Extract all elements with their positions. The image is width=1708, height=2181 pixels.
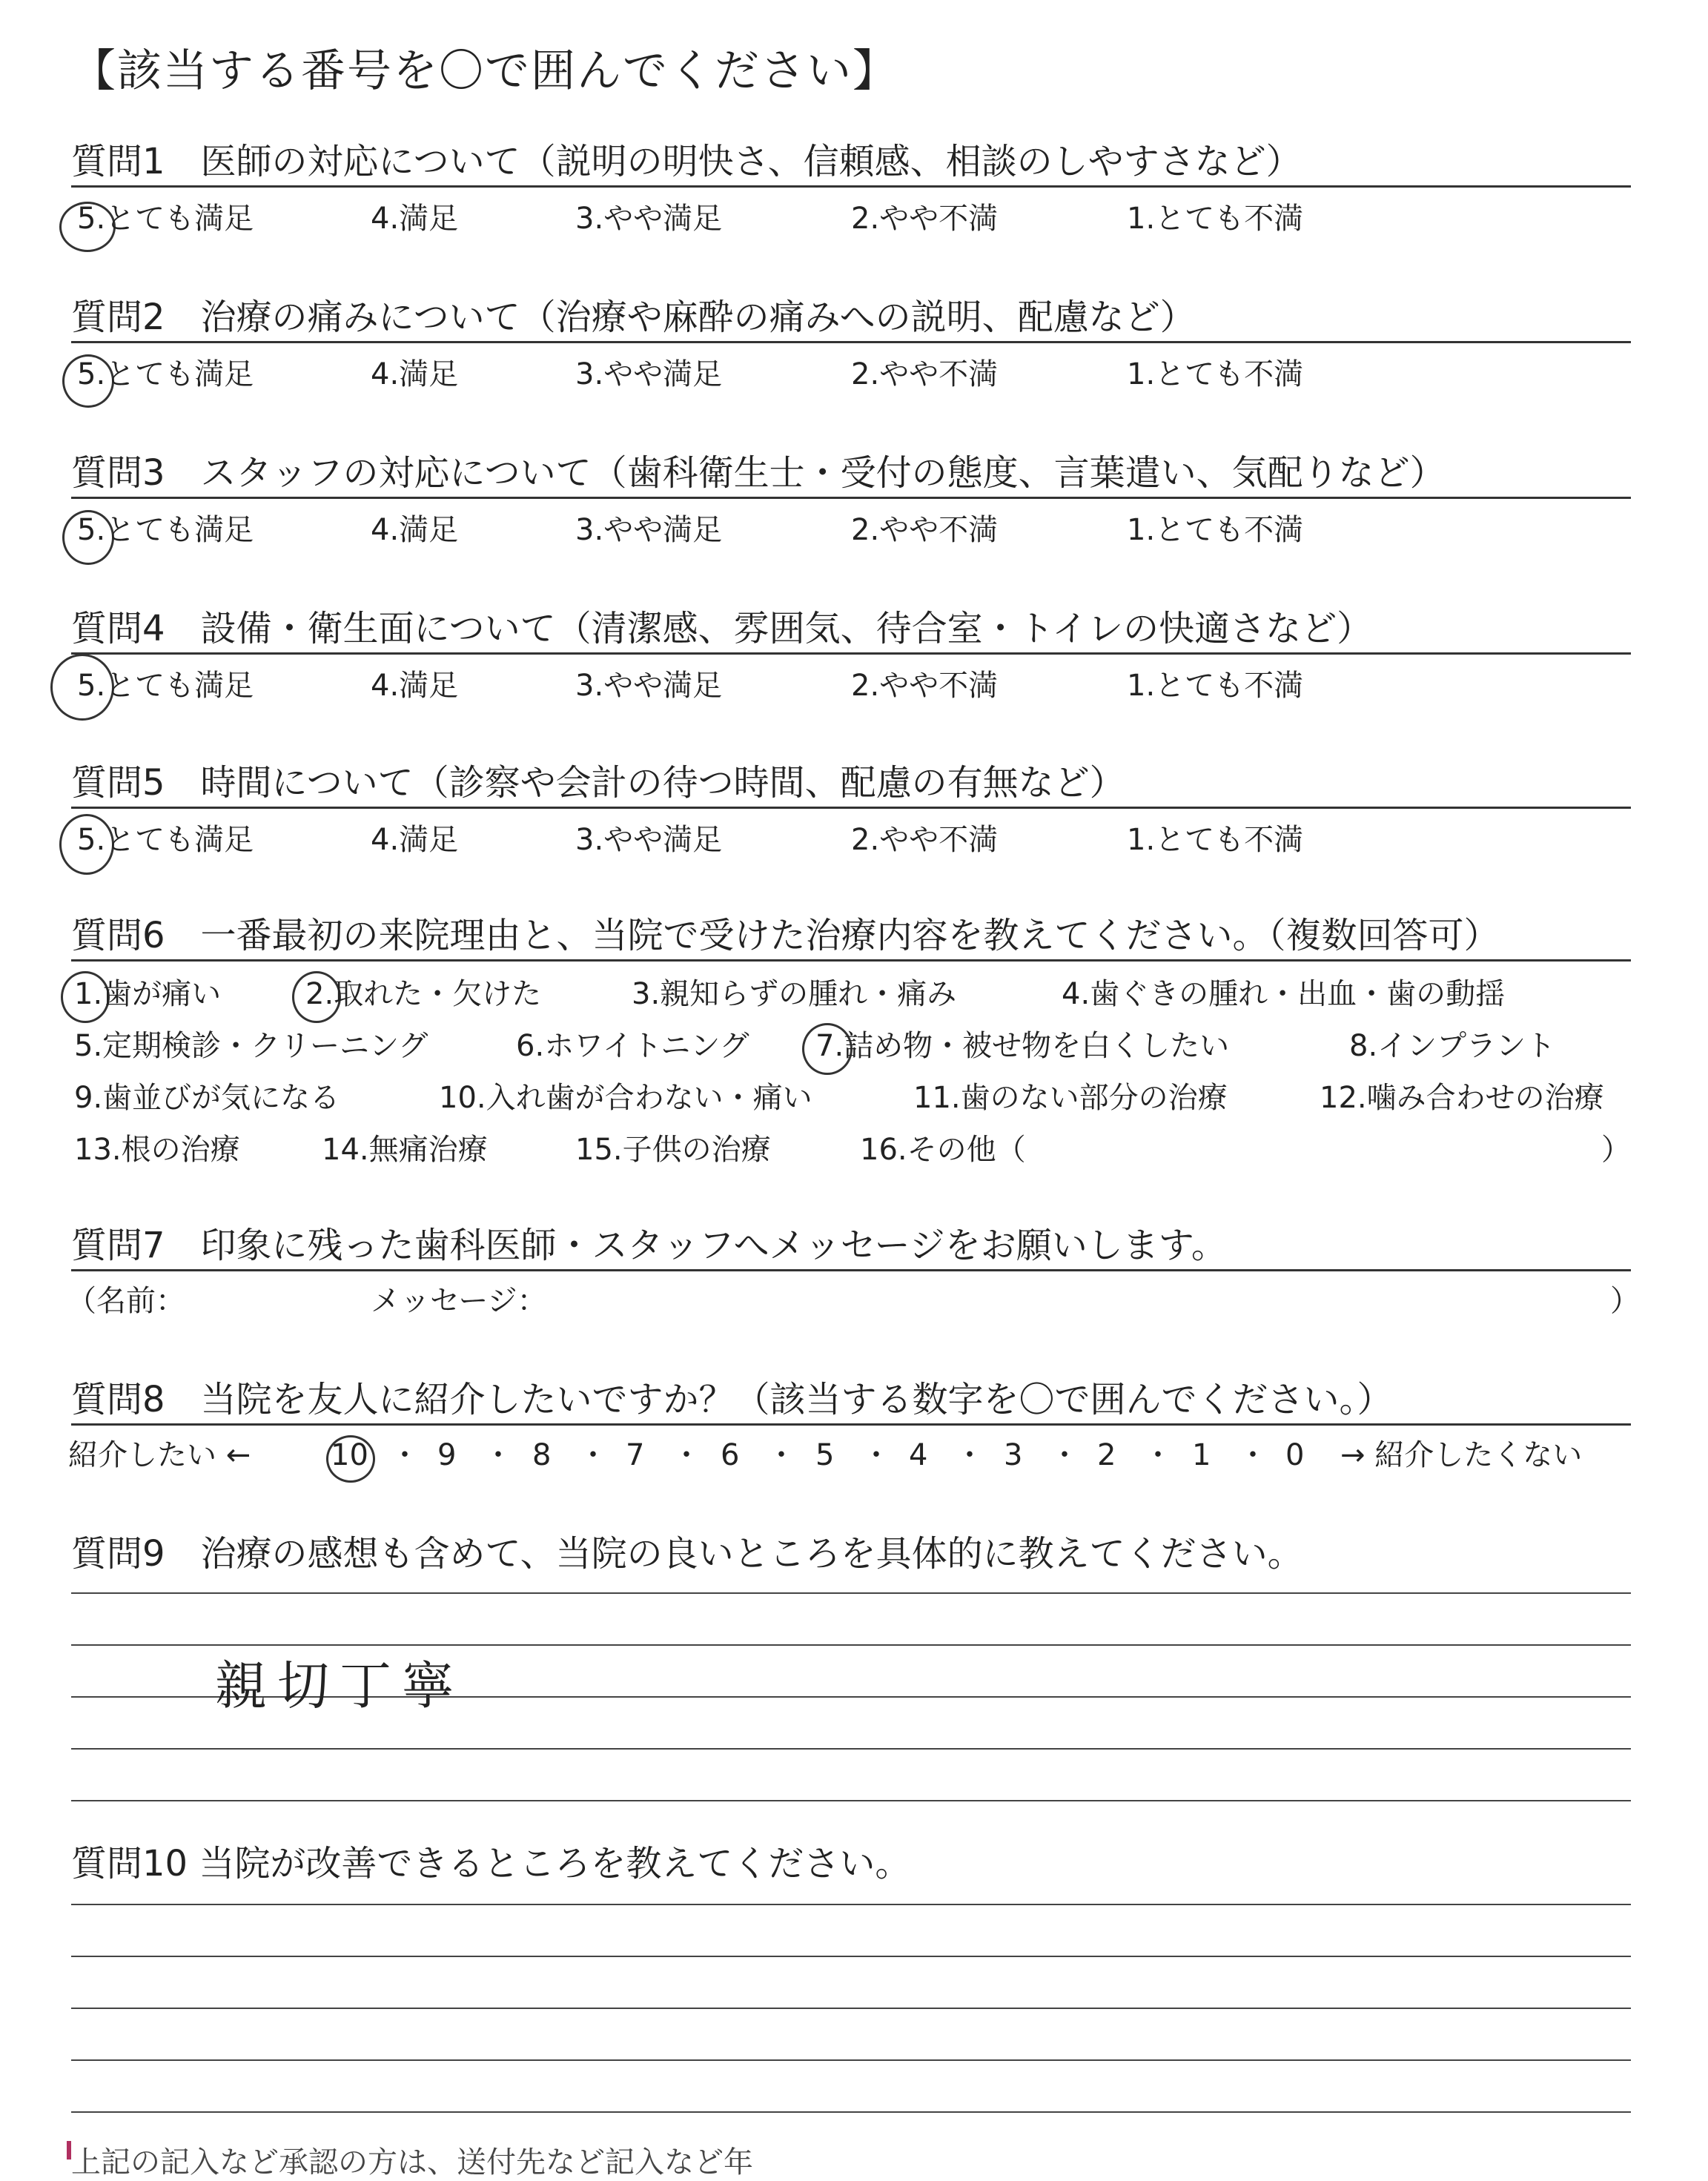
option-4[interactable]: 4.満足 xyxy=(371,669,459,703)
question-3-title: 質問3 スタッフの対応について（歯科衛生士・受付の態度、言葉遣い、気配りなど） xyxy=(71,452,1446,494)
dot: ・ xyxy=(955,1438,984,1472)
question-6-title: 質問6 一番最初の来院理由と、当院で受けた治療内容を教えてください。（複数回答可） xyxy=(71,915,1500,956)
question-8-rule xyxy=(71,1423,1631,1426)
question-2-rule xyxy=(71,341,1631,343)
question-6 xyxy=(71,913,1631,1180)
question-3 xyxy=(71,451,1631,562)
reason-11[interactable]: 11.歯のない部分の治療 xyxy=(913,1081,1228,1115)
option-4[interactable]: 4.満足 xyxy=(371,823,459,857)
dot: ・ xyxy=(861,1438,891,1472)
question-2 xyxy=(71,295,1631,406)
answer-line xyxy=(71,1904,1631,1905)
question-10 xyxy=(71,1841,1631,1901)
option-1[interactable]: 1.とても不満 xyxy=(1127,513,1304,547)
option-3[interactable]: 3.やや満足 xyxy=(575,202,723,236)
answer-line xyxy=(71,1800,1631,1801)
dot: ・ xyxy=(483,1438,513,1472)
reason-12[interactable]: 12.噛み合わせの治療 xyxy=(1320,1081,1604,1115)
option-2[interactable]: 2.やや不満 xyxy=(851,357,999,391)
question-10-title: 質問10 当院が改善できるところを教えてください。 xyxy=(71,1843,911,1884)
option-5[interactable]: 5.とても満足 xyxy=(77,823,254,857)
recommend-right-label: → 紹介したくない xyxy=(1340,1438,1583,1472)
reason-6[interactable]: 6.ホワイトニング xyxy=(516,1029,749,1063)
reason-4[interactable]: 4.歯ぐきの腫れ・出血・歯の動揺 xyxy=(1062,977,1506,1011)
answer-line xyxy=(71,1748,1631,1750)
answer-line xyxy=(71,2008,1631,2009)
score-1[interactable]: 1 xyxy=(1192,1438,1211,1472)
answer-line xyxy=(71,1592,1631,1594)
score-0[interactable]: 0 xyxy=(1285,1438,1305,1472)
option-1[interactable]: 1.とても不満 xyxy=(1127,669,1304,703)
question-4-rule xyxy=(71,652,1631,655)
score-7[interactable]: 7 xyxy=(626,1438,645,1472)
option-1[interactable]: 1.とても不満 xyxy=(1127,202,1304,236)
option-3[interactable]: 3.やや満足 xyxy=(575,513,723,547)
option-2[interactable]: 2.やや不満 xyxy=(851,513,999,547)
option-4[interactable]: 4.満足 xyxy=(371,357,459,391)
question-7 xyxy=(67,1223,1640,1327)
question-1 xyxy=(71,139,1631,251)
question-1-rule xyxy=(71,185,1631,188)
dot: ・ xyxy=(672,1438,701,1472)
reason-13[interactable]: 13.根の治療 xyxy=(74,1133,240,1167)
reason-1[interactable]: 1.歯が痛い xyxy=(74,977,222,1011)
reason-3[interactable]: 3.親知らずの腫れ・痛み xyxy=(632,977,957,1011)
question-7-title: 質問7 印象に残った歯科医師・スタッフへメッセージをお願いします。 xyxy=(71,1225,1227,1266)
name-label: （名前： xyxy=(67,1284,185,1318)
option-2[interactable]: 2.やや不満 xyxy=(851,669,999,703)
option-5[interactable]: 5.とても満足 xyxy=(77,357,254,391)
question-9-title: 質問9 治療の感想も含めて、当院の良いところを具体的に教えてください。 xyxy=(71,1533,1303,1575)
reason-9[interactable]: 9.歯並びが気になる xyxy=(74,1081,340,1115)
option-3[interactable]: 3.やや満足 xyxy=(575,669,723,703)
recommend-left-label: 紹介したい ← xyxy=(68,1438,251,1472)
dot: ・ xyxy=(1238,1438,1268,1472)
reason-16[interactable]: 16.その他（ xyxy=(860,1133,1026,1167)
question-3-rule xyxy=(71,497,1631,499)
dot: ・ xyxy=(767,1438,796,1472)
dot: ・ xyxy=(1143,1438,1173,1472)
reason-5[interactable]: 5.定期検診・クリーニング xyxy=(74,1029,428,1063)
question-9 xyxy=(71,1532,1631,1591)
reason-16-close: ） xyxy=(1601,1133,1631,1167)
question-4-title: 質問4 設備・衛生面について（清潔感、雰囲気、待合室・トイレの快適さなど） xyxy=(71,608,1373,649)
answer-line xyxy=(71,2111,1631,2113)
option-4[interactable]: 4.満足 xyxy=(371,202,459,236)
message-close: ） xyxy=(1610,1284,1640,1318)
reason-15[interactable]: 15.子供の治療 xyxy=(575,1133,771,1167)
score-3[interactable]: 3 xyxy=(1004,1438,1023,1472)
option-2[interactable]: 2.やや不満 xyxy=(851,202,999,236)
dot: ・ xyxy=(578,1438,608,1472)
question-5 xyxy=(71,761,1631,872)
score-9[interactable]: 9 xyxy=(437,1438,457,1472)
score-2[interactable]: 2 xyxy=(1097,1438,1116,1472)
footer-cut-text: 上記の記入など承認の方は、送付先など記入など年 xyxy=(71,2145,753,2180)
question-5-title: 質問5 時間について（診察や会計の待つ時間、配慮の有無など） xyxy=(71,762,1125,804)
reason-2[interactable]: 2.取れた・欠けた xyxy=(305,977,542,1011)
option-4[interactable]: 4.満足 xyxy=(371,513,459,547)
option-5[interactable]: 5.とても満足 xyxy=(77,513,254,547)
score-5[interactable]: 5 xyxy=(815,1438,835,1472)
reason-7[interactable]: 7.詰め物・被せ物を白くしたい xyxy=(815,1029,1230,1063)
option-5[interactable]: 5.とても満足 xyxy=(77,202,254,236)
option-2[interactable]: 2.やや不満 xyxy=(851,823,999,857)
option-3[interactable]: 3.やや満足 xyxy=(575,357,723,391)
answer-line xyxy=(71,2059,1631,2061)
score-8[interactable]: 8 xyxy=(532,1438,552,1472)
score-6[interactable]: 6 xyxy=(721,1438,740,1472)
question-1-title: 質問1 医師の対応について（説明の明快さ、信頼感、相談のしやすさなど） xyxy=(71,141,1302,182)
question-8 xyxy=(68,1377,1631,1489)
score-10[interactable]: 10 xyxy=(331,1438,368,1472)
option-3[interactable]: 3.やや満足 xyxy=(575,823,723,857)
question-5-rule xyxy=(71,807,1631,809)
reason-10[interactable]: 10.入れ歯が合わない・痛い xyxy=(439,1081,812,1115)
question-6-rule xyxy=(71,959,1631,962)
score-4[interactable]: 4 xyxy=(909,1438,928,1472)
page-heading: 【該当する番号を〇で囲んでください】 xyxy=(71,45,898,97)
option-1[interactable]: 1.とても不満 xyxy=(1127,823,1304,857)
answer-line xyxy=(71,1956,1631,1957)
option-5[interactable]: 5.とても満足 xyxy=(77,669,254,703)
question-4 xyxy=(71,606,1631,718)
reason-14[interactable]: 14.無痛治療 xyxy=(322,1133,488,1167)
reason-8[interactable]: 8.インプラント xyxy=(1349,1029,1556,1063)
message-label: メッセージ： xyxy=(371,1284,547,1318)
option-1[interactable]: 1.とても不満 xyxy=(1127,357,1304,391)
dot: ・ xyxy=(1050,1438,1079,1472)
handwritten-answer: 親切丁寧 xyxy=(215,1655,464,1716)
question-8-title: 質問8 当院を友人に紹介したいですか？（該当する数字を〇で囲んでください。） xyxy=(71,1379,1393,1420)
question-2-title: 質問2 治療の痛みについて（治療や麻酔の痛みへの説明、配慮など） xyxy=(71,297,1196,338)
question-7-rule xyxy=(71,1269,1631,1271)
dot: ・ xyxy=(390,1438,420,1472)
